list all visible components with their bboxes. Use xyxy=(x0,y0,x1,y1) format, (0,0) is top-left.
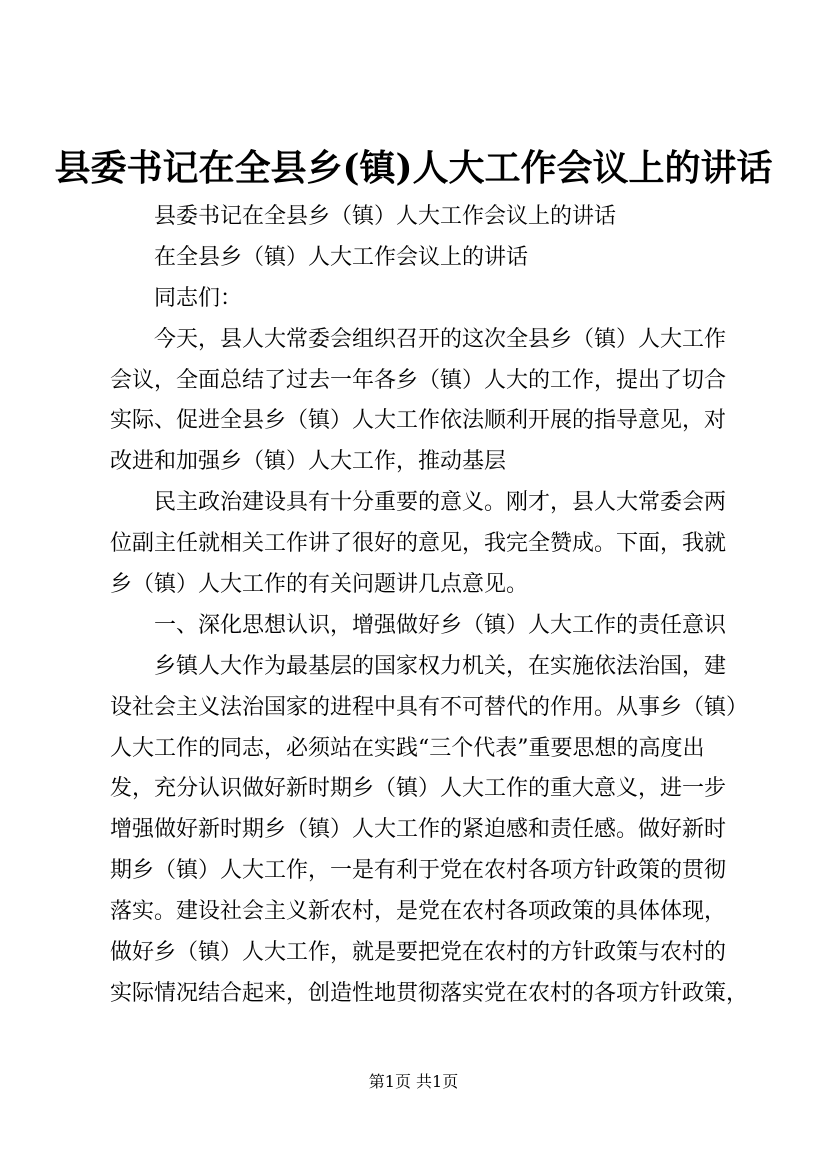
text-line: 县委书记在全县乡（镇）人大工作会议上的讲话 xyxy=(154,204,617,229)
text-line: 同志们： xyxy=(154,285,243,311)
text-line: 落实。建设社会主义新农村，是党在农村各项政策的具体体现， xyxy=(110,899,727,925)
text-line: 民主政治建设具有十分重要的意义。刚才，县人大常委会两 xyxy=(154,490,727,516)
text-line: 设社会主义法治国家的进程中具有不可替代的作用。从事乡（镇） xyxy=(110,694,749,720)
text-line: 做好乡（镇）人大工作，就是要把党在农村的方针政策与农村的 xyxy=(110,940,727,966)
section-heading: 一、深化思想认识，增强做好乡（镇）人大工作的责任意识 xyxy=(154,612,727,638)
text-line: 人大工作的同志，必须站在实践“三个代表”重要思想的高度出 xyxy=(110,735,705,761)
text-line: 发，充分认识做好新时期乡（镇）人大工作的重大意义，进一步 xyxy=(110,776,727,802)
text-line: 改进和加强乡（镇）人大工作，推动基层 xyxy=(110,449,507,475)
page-number: 第1页 共1页 xyxy=(368,1072,459,1091)
text-line: 实际、促进全县乡（镇）人大工作依法顺利开展的指导意见，对 xyxy=(110,408,727,434)
document-body xyxy=(110,197,749,1015)
text-line: 实际情况结合起来，创造性地贯彻落实党在农村的各项方针政策， xyxy=(110,980,749,1006)
text-line: 增强做好新时期乡（镇）人大工作的紧迫感和责任感。做好新时 xyxy=(110,817,727,843)
text-line: 今天，县人大常委会组织召开的这次全县乡（镇）人大工作 xyxy=(154,326,727,352)
text-line: 期乡（镇）人大工作，一是有利于党在农村各项方针政策的贯彻 xyxy=(110,858,727,884)
text-line: 在全县乡（镇）人大工作会议上的讲话 xyxy=(154,244,529,270)
document-title: 县委书记在全县乡(镇)人大工作会议上的讲话 xyxy=(54,147,773,189)
text-line: 会议，全面总结了过去一年各乡（镇）人大的工作，提出了切合 xyxy=(110,367,727,393)
text-line: 位副主任就相关工作讲了很好的意见，我完全赞成。下面，我就 xyxy=(110,531,727,557)
text-line: 乡镇人大作为最基层的国家权力机关，在实施依法治国，建 xyxy=(154,653,727,679)
text-line: 乡（镇）人大工作的有关问题讲几点意见。 xyxy=(110,572,529,598)
